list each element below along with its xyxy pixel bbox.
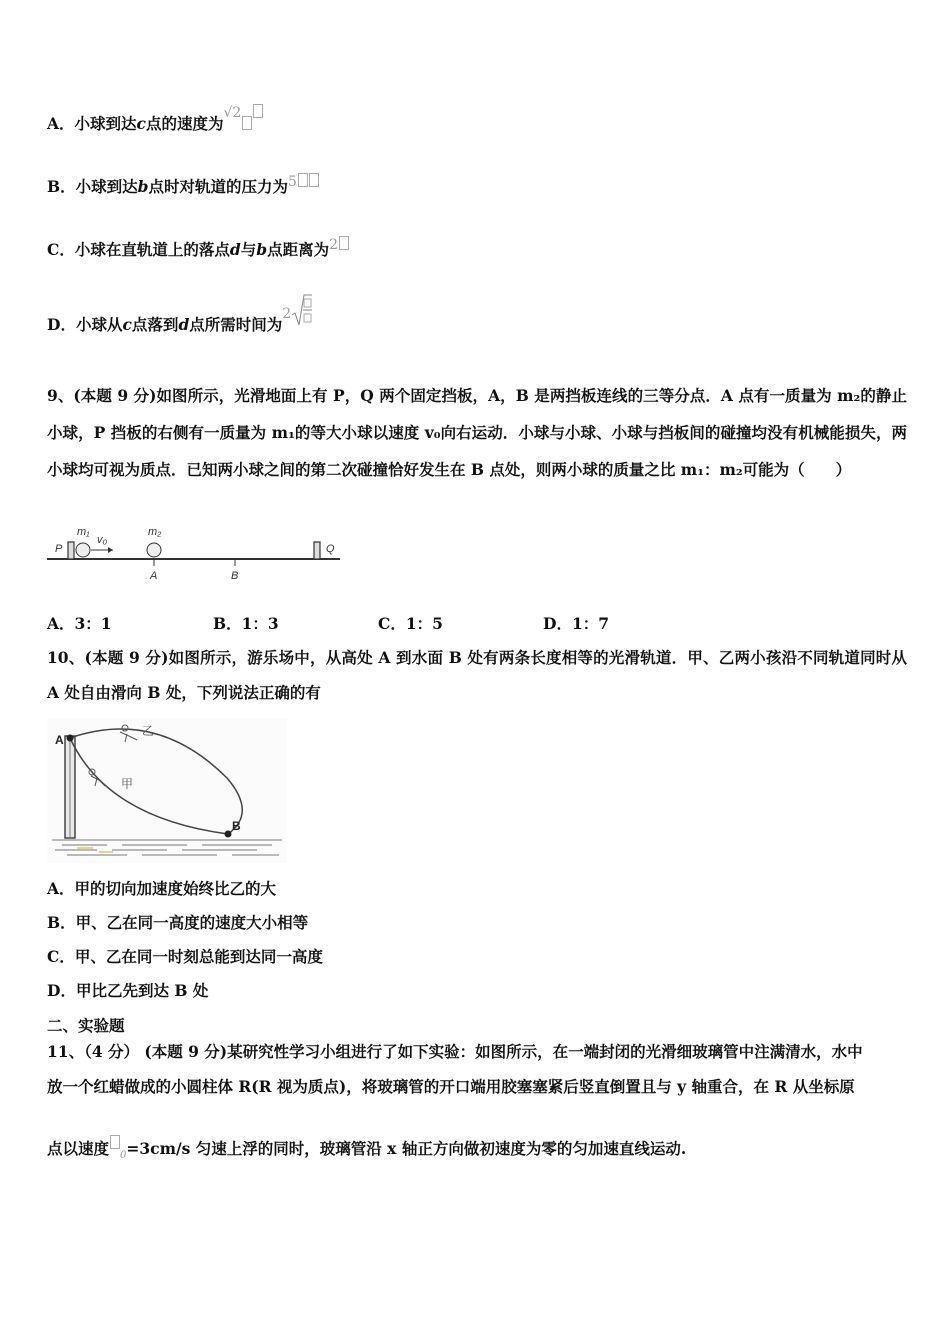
q8c-formula: 2	[329, 237, 338, 253]
section-title: 二、实验题	[47, 1016, 125, 1035]
svg-text:甲: 甲	[121, 777, 134, 791]
svg-text:A: A	[55, 733, 64, 747]
barrier-p	[68, 542, 74, 559]
barrier-q	[314, 542, 320, 559]
q11-line2: 放一个红蜡做成的小圆柱体 R(R 视为质点)，将玻璃管的开口端用胶塞塞紧后竖直倒置且与 y 轴重合，在 R 从坐标原	[47, 1077, 855, 1096]
q10-figure	[47, 718, 287, 863]
q8b-formula: 5	[287, 174, 297, 190]
q9-option-b: B．1：3	[213, 614, 279, 633]
q9-option-d: D．1：7	[543, 614, 610, 633]
q9-option-a: A．3：1	[47, 614, 112, 633]
q10-option-b: B．甲、乙在同一高度的速度大小相等	[47, 913, 309, 932]
q10-option-c: C．甲、乙在同一时刻总能到达同一高度	[47, 947, 323, 966]
svg-text:A: A	[150, 570, 158, 582]
q11-line1: 11、（4 分） (本题 9 分)某研究性学习小组进行了如下实验：如图所示，在一端封闭的光滑细玻璃管中注满清水，水中	[47, 1042, 863, 1061]
svg-text:v₀: v₀	[97, 534, 108, 546]
q8-option-b: B．小球到达b点时对轨道的压力为5	[47, 175, 319, 197]
svg-text:乙: 乙	[142, 724, 155, 738]
svg-text:m₂: m₂	[148, 526, 162, 538]
ball-m2	[147, 543, 161, 557]
sqrt-fraction-icon	[291, 293, 313, 327]
q8-option-d: D．小球从c点落到d点所需时间为2	[47, 313, 291, 335]
q9-option-c: C．1：5	[378, 614, 443, 633]
q8d-formula: 2	[282, 306, 292, 322]
q8a-formula: √2	[223, 105, 242, 121]
svg-text:B: B	[231, 570, 239, 582]
svg-text:Q: Q	[326, 543, 335, 555]
q8-option-c: C．小球在直轨道上的落点d与b点距离为2	[47, 238, 349, 260]
q9-text: 9、(本题 9 分)如图所示，光滑地面上有 P，Q 两个固定挡板，A，B 是两挡板连线的三等分点．A 点有一质量为 m₂的静止小球，P 挡板的右侧有一质量为 m₁的等大小球以速度 v₀向右运动．小球与小球、小球与挡板间的碰撞均没有机械能损失，两小球均可视为质点．已知两小球之间的第二次碰撞恰好发生在 B 点处，则两小球的质量之比 m₁：m₂可能为（ ）	[47, 386, 907, 479]
svg-text:P: P	[55, 543, 63, 555]
q8-option-a: A．小球到达c点的速度为√2	[47, 112, 263, 134]
q11-line3: 点以速度 $_0$=3cm/s 匀速上浮的同时，玻璃管沿 x 轴正方向做初速度为零的匀加速直线运动.	[47, 1137, 686, 1161]
q9-figure	[47, 522, 347, 584]
svg-text:B: B	[232, 819, 241, 833]
q10-option-d: D．甲比乙先到达 B 处	[47, 981, 209, 1000]
q10-option-a: A．甲的切向加速度始终比乙的大	[47, 879, 277, 898]
ball-m1	[76, 543, 90, 557]
q10-text: 10、(本题 9 分)如图所示，游乐场中，从高处 A 到水面 B 处有两条长度相等的光滑轨道．甲、乙两小孩沿不同轨道同时从 A 处自由滑向 B 处，下列说法正确的有	[47, 648, 907, 702]
svg-text:m₁: m₁	[77, 526, 90, 538]
